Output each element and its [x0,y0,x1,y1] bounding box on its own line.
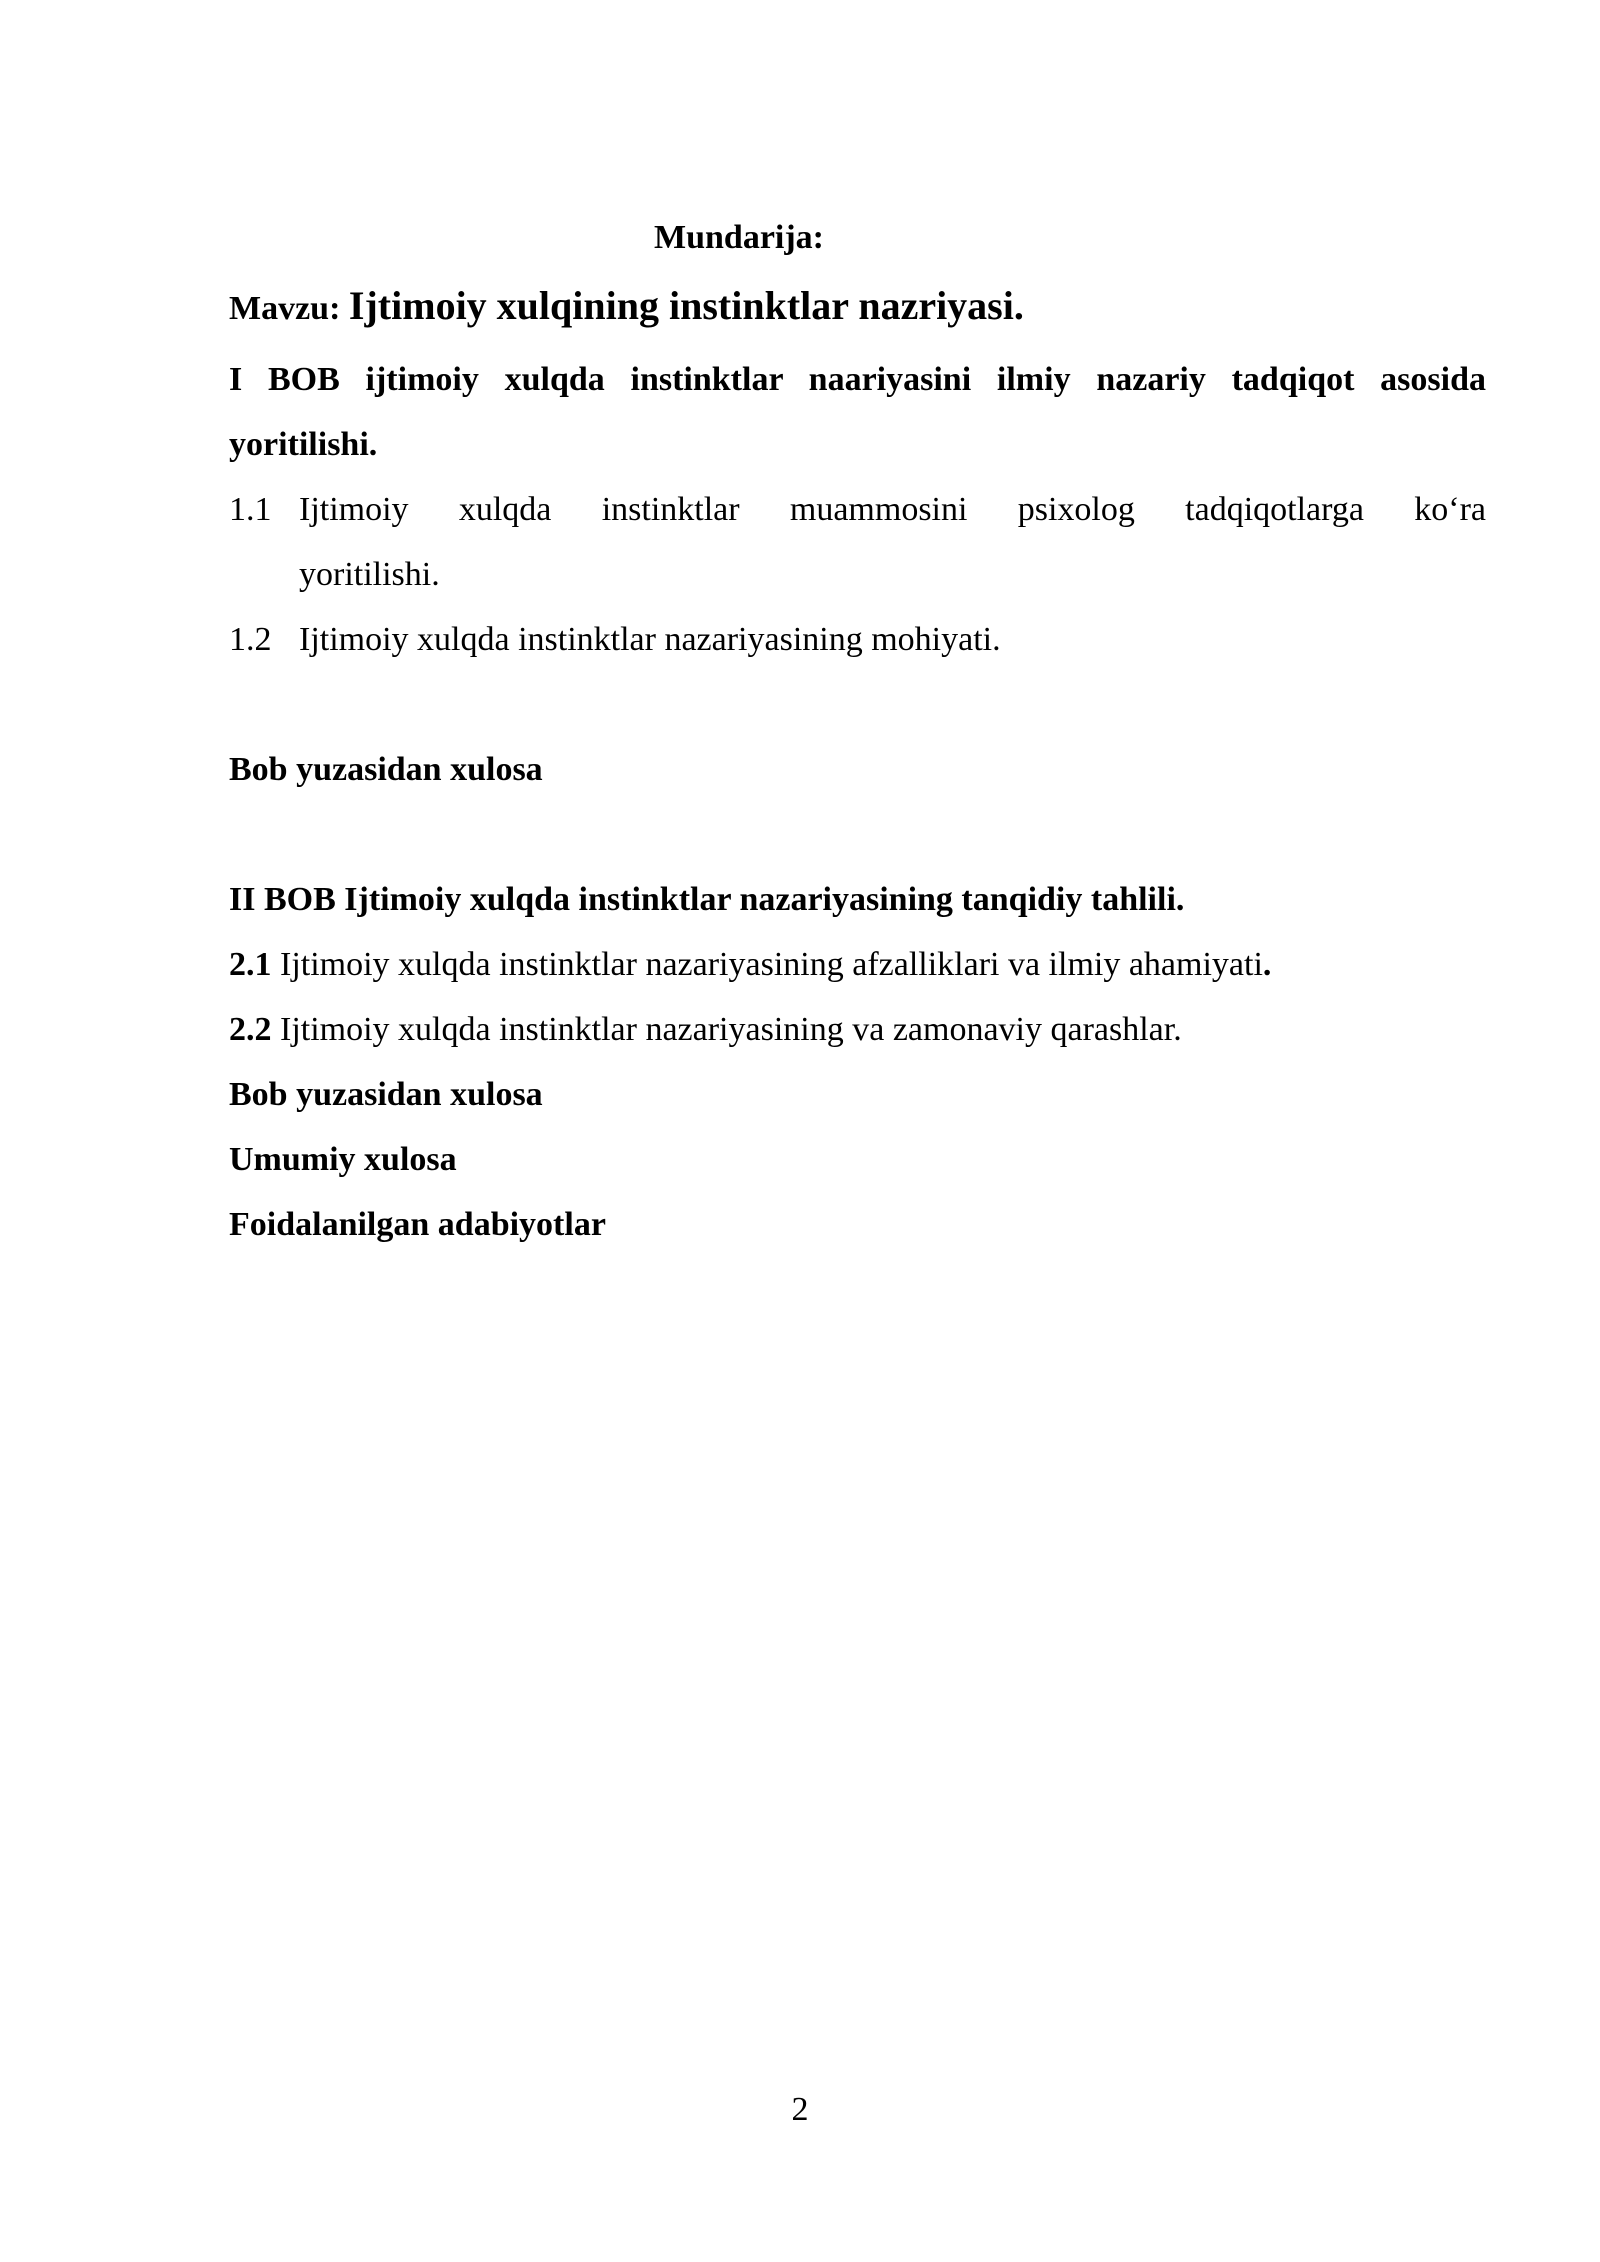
topic-title: Ijtimoiy xulqining instinktlar nazriyasi. [348,283,1024,328]
chapter1-conclusion: Bob yuzasidan xulosa [229,751,543,788]
topic-line [229,283,1024,329]
section-1-2-text: Ijtimoiy xulqda instinktlar nazariyasining mohiyati. [299,621,1001,658]
section-2-1-period: . [1262,946,1272,983]
chapter2-title: II BOB Ijtimoiy xulqda instinktlar nazariyasining tanqidiy tahlili. [229,881,1185,918]
references: Foidalanilgan adabiyotlar [229,1206,606,1243]
section-1-1-line1: Ijtimoiy xulqda instinktlar muammosini psixolog tadqiqotlarga ko‘ra [299,491,1486,528]
page-number: 2 [791,2091,809,2128]
section-2-1-text: Ijtimoiy xulqda instinktlar nazariyasining afzalliklari va ilmiy ahamiyati [280,946,1263,983]
chapter1-title-line1: I BOB ijtimoiy xulqda instinktlar naariyasini ilmiy nazariy tadqiqot asosida [229,361,1486,398]
chapter1-title-line2: yoritilishi. [229,426,378,463]
section-1-1-number: 1.1 [229,491,272,528]
chapter2-conclusion: Bob yuzasidan xulosa [229,1076,543,1113]
section-2-2-text: Ijtimoiy xulqda instinktlar nazariyasining va zamonaviy qarashlar. [280,1011,1182,1048]
toc-heading: Mundarija: [654,219,824,256]
section-2-1 [229,945,1271,985]
section-1-2-number: 1.2 [229,621,272,658]
general-conclusion: Umumiy xulosa [229,1141,457,1178]
section-2-1-number: 2.1 [229,946,272,983]
section-2-2 [229,1010,1182,1050]
topic-label: Mavzu: [229,290,341,327]
section-2-2-number: 2.2 [229,1011,272,1048]
section-1-1-line2: yoritilishi. [299,556,440,593]
